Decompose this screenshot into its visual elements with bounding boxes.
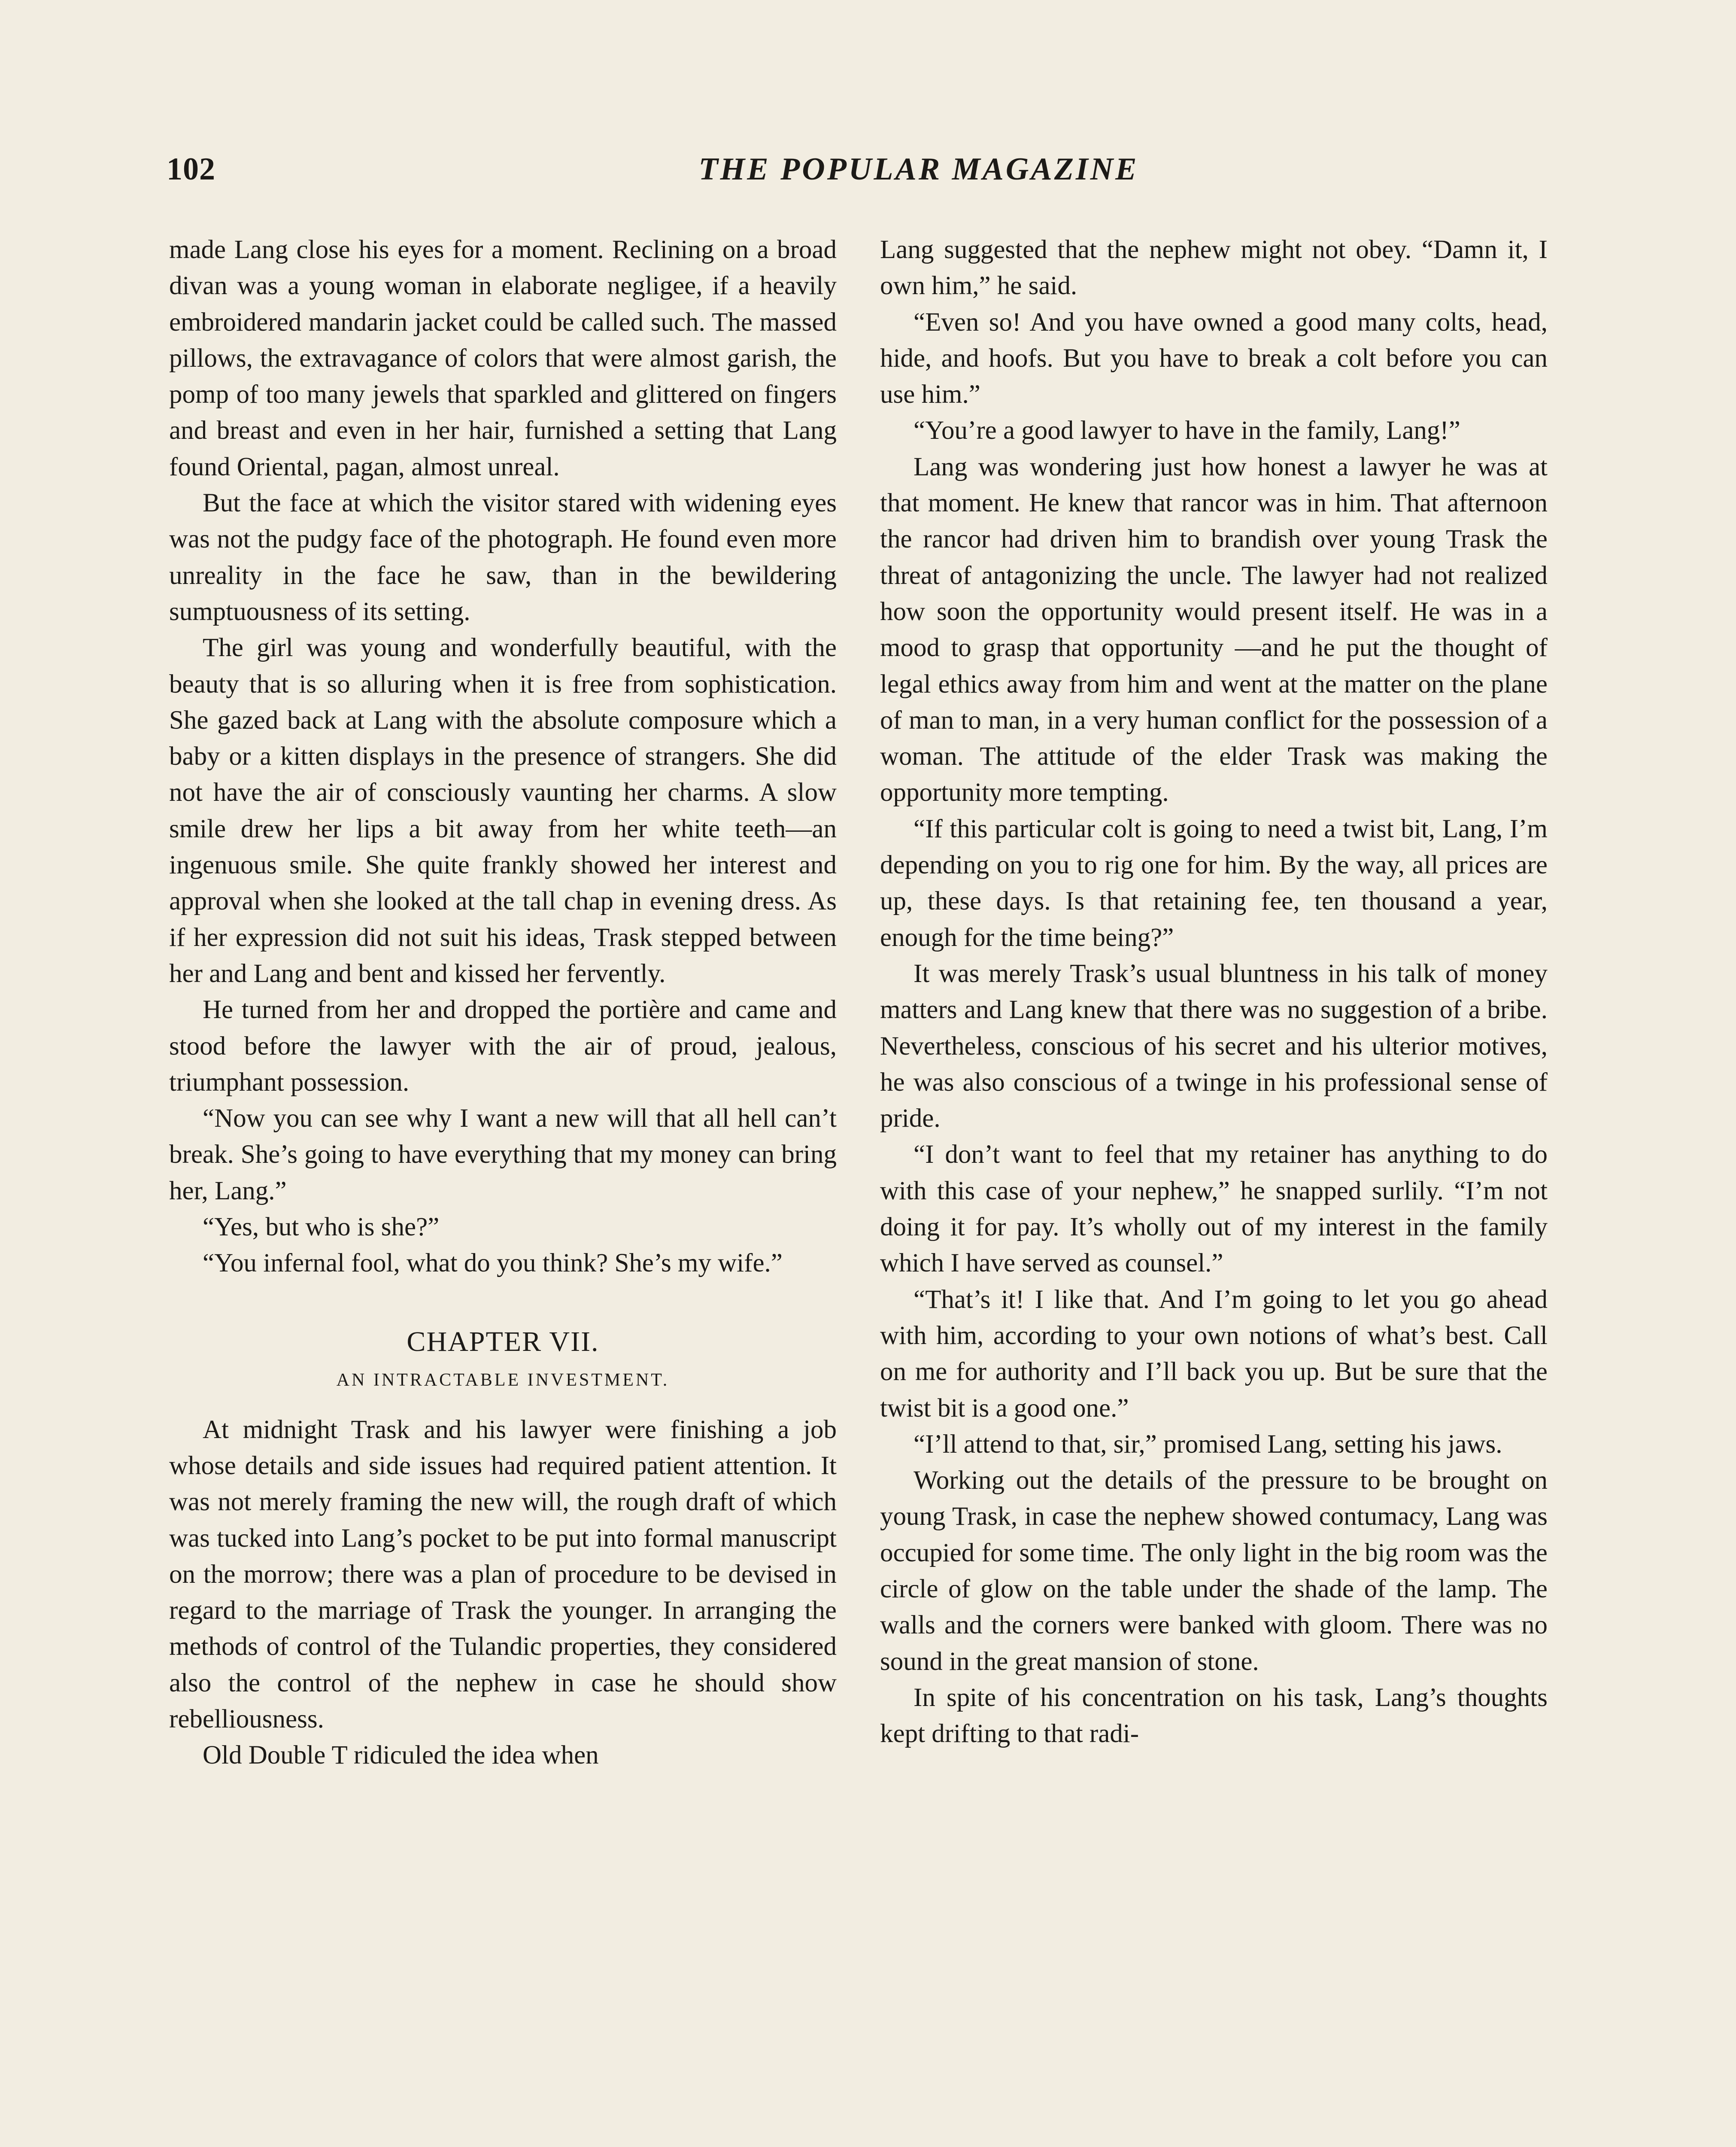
paragraph: “I don’t want to feel that my retainer has anything to do with this case of your nephew,” he snapped surlily. “I’m not doing it for pay. It’s wholly out of my interest in the family which I have served as counsel.” (880, 1140, 1548, 1278)
paragraph: The girl was young and wonderfully beautiful, with the beauty that is so alluring when it is free from sophistication. She gazed back at Lang with the absolute composure which a baby or a kitten displays in the presence of strangers. She did not have the air of consciously vaunting her charms. A slow smile drew her lips a bit away from her white teeth—an ingenuous smile. She quite frankly showed her interest and approval when she looked at the tall chap in evening dress. As if her expression did not suit his ideas, Trask stepped between her and Lang and bent and kissed her fervently. (169, 633, 837, 988)
paragraph: But the face at which the visitor stared with widening eyes was not the pudgy face of the photograph. He found even more unreality in the face he saw, than in the bewildering sumptuousness of its setting. (169, 489, 837, 626)
chapter-title: CHAPTER VII. (407, 1326, 599, 1357)
paragraph: “If this particular colt is going to need a twist bit, Lang, I’m depending on you to rig one for him. By the way, all prices are up, these days. Is that retaining fee, ten thousand a year, enough for the time being?” (880, 814, 1548, 952)
paragraph: “You infernal fool, what do you think? She’s my wife.” (203, 1249, 783, 1278)
paragraph: Lang suggested that the nephew might not obey. “Damn it, I own him,” he said. (880, 235, 1548, 301)
paragraph: made Lang close his eyes for a moment. Reclining on a broad divan was a young woman in elaborate negligee, if a heavily embroidered mandarin jacket could be called such. The massed pillows, the extravagance of colors that were almost garish, the pomp of too many jewels that sparkled and glittered on fingers and breast and even in her hair, furnished a setting that Lang found Oriental, pagan, almost unreal. (169, 235, 837, 481)
paragraph: Working out the details of the pressure to be brought on young Trask, in case the nephew showed contumacy, Lang was occupied for some time. The only light in the big room was the circle of glow on the table under the shade of the lamp. The walls and the corners were banked with gloom. There was no sound in the great mansion of stone. (880, 1466, 1548, 1676)
paragraph: In spite of his concentration on his task, Lang’s thoughts kept drifting to that radi- (880, 1683, 1548, 1749)
paragraph: “Even so! And you have owned a good many colts, head, hide, and hoofs. But you have to break a colt before you can use him.” (880, 307, 1548, 409)
paragraph: “That’s it! I like that. And I’m going to let you go ahead with him, according to your own notions of what’s best. Call on me for authority and I’ll back you up. But be sure that the twist bit is a good one.” (880, 1285, 1548, 1423)
paragraph: Lang was wondering just how honest a lawyer he was at that moment. He knew that rancor was in him. That afternoon the rancor had driven him to brandish over young Trask the threat of antagonizing the uncle. The lawyer had not realized how soon the opportunity would present itself. He was in a mood to grasp that opportunity —and he put the thought of legal ethics away from him and went at the matter on the plane of man to man, in a very human conflict for the possession of a woman. The attitude of the elder Trask was making the opportunity more tempting. (880, 452, 1548, 807)
left-column (169, 232, 837, 1774)
running-head: THE POPULAR MAGAZINE (698, 152, 1139, 187)
page-number: 102 (167, 152, 215, 187)
paragraph: “You’re a good lawyer to have in the family, Lang!” (914, 416, 1460, 445)
paragraph: “I’ll attend to that, sir,” promised Lang, setting his jaws. (914, 1429, 1502, 1459)
chapter-subtitle: AN INTRACTABLE INVESTMENT. (336, 1370, 670, 1390)
paragraph: “Yes, but who is she?” (203, 1213, 440, 1242)
paragraph: At midnight Trask and his lawyer were finishing a job whose details and side issues had required patient attention. It was not merely framing the new will, the rough draft of which was tucked into Lang’s pocket to be put into formal manuscript on the morrow; there was a plan of procedure to be devised in regard to the marriage of Trask the younger. In arranging the methods of control of the Tulandic properties, they considered also the control of the nephew in case he should show rebelliousness. (169, 1415, 837, 1733)
paragraph: It was merely Trask’s usual bluntness in his talk of money matters and Lang knew that there was no suggestion of a bribe. Nevertheless, conscious of his secret and his ulterior motives, he was also conscious of a twinge in his professional sense of pride. (880, 959, 1548, 1133)
paragraph: “Now you can see why I want a new will that all hell can’t break. She’s going to have everything that my money can bring her, Lang.” (169, 1104, 837, 1205)
paragraph: Old Double T ridiculed the idea when (203, 1741, 599, 1770)
right-column (880, 232, 1548, 1752)
paragraph: He turned from her and dropped the portière and came and stood before the lawyer with the air of proud, jealous, triumphant possession. (169, 995, 837, 1097)
